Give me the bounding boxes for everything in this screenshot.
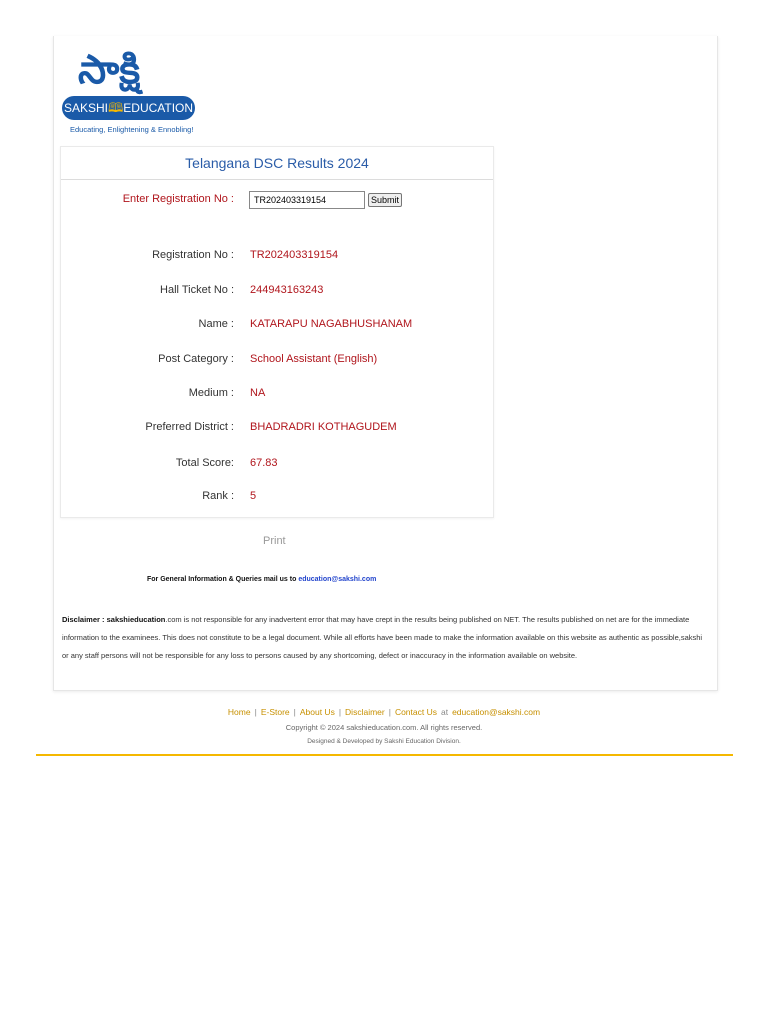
print-link[interactable]: Print [263, 535, 286, 547]
footer-at: at [440, 707, 449, 717]
footer-separator: | [254, 707, 257, 717]
result-label-rank: Rank : [202, 490, 234, 502]
footer-link-about[interactable]: About Us [299, 707, 335, 717]
submit-button[interactable]: Submit [368, 193, 402, 207]
result-value-rank: 5 [250, 490, 257, 502]
logo-telugu-text: సాక్షి [78, 47, 141, 93]
result-label-registration: Registration No : [152, 249, 234, 261]
disclaimer-text [62, 611, 708, 665]
result-value-name: KATARAPU NAGABHUSHANAM [250, 318, 413, 330]
result-label-hall-ticket: Hall Ticket No : [160, 284, 234, 296]
queries-email-link[interactable]: education@sakshi.com [298, 576, 377, 583]
book-icon: 🕮 [107, 100, 124, 115]
result-value-hall-ticket: 244943163243 [250, 284, 324, 296]
footer-link-home[interactable]: Home [227, 707, 251, 717]
result-label-name: Name : [198, 318, 234, 330]
footer-separator: | [293, 707, 296, 717]
sakshi-education-logo[interactable] [62, 44, 202, 138]
panel-title: Telangana DSC Results 2024 [61, 147, 493, 180]
result-label-district: Preferred District : [145, 421, 234, 433]
footer-separator: | [338, 707, 342, 717]
result-value-medium: NA [250, 387, 266, 399]
logo-brand-left: SAKSHI [63, 101, 108, 115]
footer-divider [36, 754, 733, 756]
result-value-total-score: 67.83 [250, 457, 278, 469]
footer-link-estore[interactable]: E-Store [260, 707, 290, 717]
logo-tagline: Educating, Enlightening & Ennobling! [70, 125, 194, 134]
disclaimer-label: Disclaimer : sakshieducation [62, 615, 166, 624]
queries-text: For General Information & Queries mail us to [147, 576, 299, 583]
footer-links [0, 707, 768, 717]
result-label-total-score: Total Score: [175, 457, 234, 469]
footer-designed-by: Designed & Developed by Sakshi Education Division. [307, 738, 461, 745]
registration-input[interactable] [249, 191, 365, 209]
disclaimer-body: .com is not responsible for any inadvertent error that may have crept in the results being published on NET. The results published on net are for the immediate information to the examinees. This does not constitute to be a legal document. While all efforts have been made to make the information available on this website as authentic as possible,sakshi or any staff persons will not be responsible for any loss to persons caused by any shortcoming, defect or inaccuracy in the information available on website. [62, 615, 703, 660]
logo-brand-pill [62, 96, 195, 120]
footer-copyright: Copyright © 2024 sakshieducation.com. All rights reserved. [285, 723, 483, 732]
result-label-medium: Medium : [188, 387, 234, 399]
footer-link-disclaimer[interactable]: Disclaimer [345, 707, 385, 717]
result-value-district: BHADRADRI KOTHAGUDEM [250, 421, 397, 433]
registration-input-label: Enter Registration No : [122, 193, 234, 205]
footer-email-link[interactable]: education@sakshi.com [452, 707, 541, 717]
queries-line [147, 576, 376, 583]
footer-link-contact[interactable]: Contact Us [394, 707, 437, 717]
result-value-registration: TR202403319154 [250, 249, 339, 261]
results-panel [60, 146, 494, 518]
logo-brand-right: EDUCATION [123, 101, 194, 115]
footer-separator: | [388, 707, 391, 717]
result-value-post-category: School Assistant (English) [250, 353, 378, 365]
result-label-post-category: Post Category : [158, 353, 234, 365]
